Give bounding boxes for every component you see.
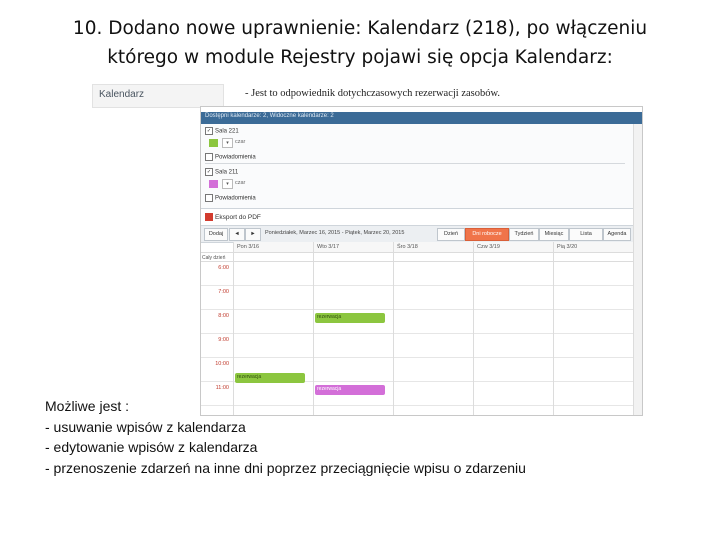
calendar-app [200, 106, 643, 416]
hour-label: 8:00 [218, 313, 229, 319]
resource-list [201, 124, 633, 209]
day-column-divider [473, 252, 474, 415]
resource-color-label: czar [235, 139, 246, 145]
hour-label: 9:00 [218, 337, 229, 343]
hour-label: 10:00 [215, 361, 229, 367]
body-heading: Możliwe jest : [45, 398, 130, 414]
view-workweek-button[interactable]: Dni robocze [465, 228, 509, 241]
slide-body [45, 396, 526, 478]
time-slot[interactable] [201, 286, 633, 310]
resource-item [205, 168, 625, 210]
slide-title-line1: 10. Dodano nowe uprawnienie: Kalendarz (218), po włączeniu [72, 18, 648, 39]
calendar-grid [201, 242, 633, 415]
hour-label: 7:00 [218, 289, 229, 295]
next-week-button[interactable]: ► [245, 228, 261, 241]
menu-item-kalendarz-label: Kalendarz [99, 89, 145, 100]
divider [205, 163, 625, 164]
calendar-toolbar [201, 225, 633, 243]
view-month-button[interactable]: Miesiąc [539, 228, 569, 241]
hour-label: 6:00 [218, 265, 229, 271]
pdf-icon [205, 213, 213, 221]
resource-name: Sala 211 [215, 169, 239, 176]
time-slot[interactable] [201, 310, 633, 334]
slide-title-line2: którego w module Rejestry pojawi się opcja Kalendarz: [107, 47, 613, 68]
view-day-button[interactable]: Dzień [437, 228, 465, 241]
calendar-event[interactable]: rezerwacja [315, 313, 385, 323]
export-pdf-button[interactable] [205, 211, 265, 224]
hour-label: 11:00 [215, 385, 229, 391]
export-pdf-label: Eksport do PDF [215, 214, 261, 221]
allday-label: Cały dzień [202, 255, 226, 261]
resource-color-label: czar [235, 180, 246, 186]
day-column-divider [553, 252, 554, 415]
scrollbar[interactable] [633, 124, 642, 415]
day-header: Wto 3/17 [313, 242, 393, 252]
body-list-item: - edytowanie wpisów z kalendarza [45, 439, 258, 455]
add-button[interactable]: Dodaj [204, 228, 228, 241]
resource-name: Sala 221 [215, 128, 239, 135]
day-header: Pią 3/20 [553, 242, 633, 252]
calendar-event[interactable]: rezerwacja [235, 373, 305, 383]
prev-week-button[interactable]: ◄ [229, 228, 245, 241]
day-header: Śro 3/18 [393, 242, 473, 252]
view-agenda-button[interactable]: Agenda [603, 228, 631, 241]
day-column-divider [313, 252, 314, 415]
resource-item [205, 127, 625, 169]
day-column-divider [393, 252, 394, 415]
calendar-event[interactable]: rezerwacja [315, 385, 385, 395]
day-header: Czw 3/19 [473, 242, 553, 252]
menu-item-kalendarz[interactable] [92, 84, 224, 108]
slide-title [20, 14, 700, 72]
day-header: Pon 3/16 [233, 242, 313, 252]
calendars-panel-header [201, 112, 642, 124]
body-list-item: - przenoszenie zdarzeń na inne dni poprzez przeciągnięcie wpisu o zdarzeniu [45, 459, 526, 476]
slide-note: - Jest to odpowiednik dotychczasowych rezerwacji zasobów. [245, 88, 501, 99]
resource-color-swatch[interactable] [209, 139, 218, 147]
notifications-checkbox[interactable] [205, 153, 213, 161]
date-range-label: Poniedziałek, Marzec 16, 2015 - Piątek, Marzec 20, 2015 [265, 230, 405, 236]
view-week-button[interactable]: Tydzień [509, 228, 539, 241]
color-select-chevron-icon[interactable]: ▾ [222, 179, 233, 189]
notifications-checkbox[interactable] [205, 194, 213, 202]
color-select-chevron-icon[interactable]: ▾ [222, 138, 233, 148]
calendars-panel-title: Dostępni kalendarze: 2, Widoczne kalendarze: 2 [205, 113, 334, 119]
allday-row [201, 252, 633, 262]
notifications-label: Powiadomienia [215, 154, 256, 161]
time-slot[interactable] [201, 334, 633, 358]
resource-color-swatch[interactable] [209, 180, 218, 188]
view-list-button[interactable]: Lista [569, 228, 603, 241]
time-slot[interactable] [201, 262, 633, 286]
day-column-divider [233, 252, 234, 415]
body-list-item: - usuwanie wpisów z kalendarza [45, 418, 246, 435]
notifications-label: Powiadomienia [215, 195, 256, 202]
resource-checkbox[interactable]: ✓ [206, 128, 212, 134]
resource-checkbox[interactable]: ✓ [206, 169, 212, 175]
